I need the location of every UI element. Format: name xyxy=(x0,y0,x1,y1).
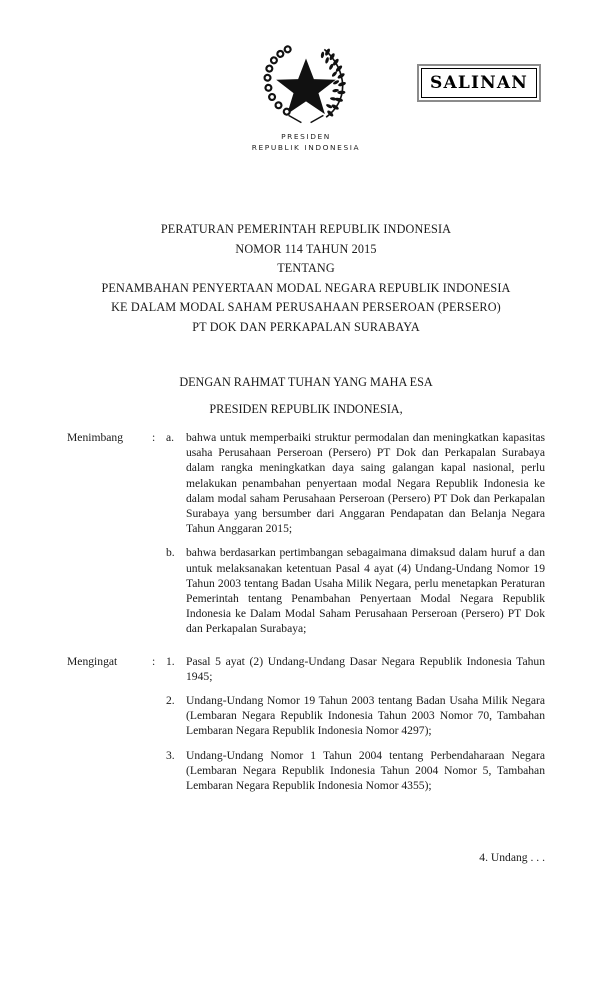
clause-text: bahwa berdasarkan pertimbangan sebagaimana dimaksud dalam huruf a dan untuk melaksanakan ketentuan Pasal 4 ayat (4) Undang-Undang Nomor 19 Tahun 2003 tentang Badan Usaha Milik Negara, perlu menetapkan Peraturan Pemerintah tentang Penambahan Penyertaan Modal Negara Republik Indonesia ke Dalam Modal Saham Perusahaan Perseroan (Persero) PT Dok dan Perkapalan Surabaya; xyxy=(186,546,545,636)
clause-marker: 2. xyxy=(166,694,175,708)
clause-row xyxy=(0,654,612,684)
emblem-caption-line-1: PRESIDEN xyxy=(281,132,331,141)
page-catchword: 4. Undang . . . xyxy=(479,851,545,864)
emblem-caption xyxy=(0,132,612,153)
clause-text: bahwa untuk memperbaiki struktur permodalan dan meningkatkan kapasitas usaha Perusahaan Perseroan (Persero) PT Dok dan Perkapalan Surabaya dalam rangka meningkatkan daya saing galangan kapal nasional, perlu melakukan penambahan penyertaan modal Negara Republik Indonesia ke dalam modal saham Perusahaan Perseroan (Persero) PT Dok dan Perkapalan Surabaya yang bersumber dari Anggaran Pendapatan dan Belanja Negara Tahun Anggaran 2015; xyxy=(186,431,545,536)
blessing-line: DENGAN RAHMAT TUHAN YANG MAHA ESA xyxy=(179,375,433,389)
clause-block-mengingat xyxy=(0,654,612,794)
clause-marker: b. xyxy=(166,546,175,560)
clause-text: Undang-Undang Nomor 19 Tahun 2003 tentang Badan Usaha Milik Negara (Lembaran Negara Republik Indonesia Tahun 2003 Nomor 70, Tambahan Lembaran Negara Republik Indonesia Nomor 4297); xyxy=(186,694,545,738)
clauses-container xyxy=(0,430,612,793)
clause-marker: 3. xyxy=(166,748,175,762)
clause-row xyxy=(0,430,612,536)
clause-text: Undang-Undang Nomor 1 Tahun 2004 tentang Perbendaharaan Negara (Lembaran Negara Republik Indonesia Tahun 2004 Nomor 5, Tambahan Lembaran Negara Republik Indonesia Nomor 4355); xyxy=(186,748,545,793)
clause-colon: : xyxy=(152,431,156,444)
garuda-star-wreath-emblem xyxy=(260,42,352,130)
clause-label-menimbang: Menimbang xyxy=(67,431,124,444)
salinan-stamp-label: SALINAN xyxy=(429,73,529,93)
clause-row xyxy=(0,748,612,794)
emblem-caption-line-2: REPUBLIK INDONESIA xyxy=(251,142,361,152)
clause-colon: : xyxy=(152,654,156,668)
document-title-block xyxy=(66,220,546,338)
clause-label-mengingat: Mengingat xyxy=(67,654,118,668)
title-line-subject-3: PT DOK DAN PERKAPALAN SURABAYA xyxy=(192,319,420,334)
clause-row xyxy=(0,545,612,636)
clause-marker: 1. xyxy=(166,654,175,668)
document-header xyxy=(0,42,612,162)
salinan-stamp xyxy=(417,64,541,102)
clause-row xyxy=(0,693,612,739)
title-line-subject-2: KE DALAM MODAL SAHAM PERUSAHAAN PERSEROAN (PERSERO) xyxy=(111,300,501,315)
clause-block-menimbang xyxy=(0,430,612,637)
title-line-regulation: PERATURAN PEMERINTAH REPUBLIK INDONESIA xyxy=(160,222,452,236)
clause-text: Pasal 5 ayat (2) Undang-Undang Dasar Negara Republik Indonesia Tahun 1945; xyxy=(186,654,545,683)
authority-line: PRESIDEN REPUBLIK INDONESIA, xyxy=(209,402,403,416)
title-line-about: TENTANG xyxy=(277,261,335,276)
salinan-stamp-inner-border xyxy=(421,68,537,98)
title-line-subject-1: PENAMBAHAN PENYERTAAN MODAL NEGARA REPUBLIK INDONESIA xyxy=(101,280,511,295)
clause-marker: a. xyxy=(166,431,175,444)
title-line-number: NOMOR 114 TAHUN 2015 xyxy=(235,241,377,256)
